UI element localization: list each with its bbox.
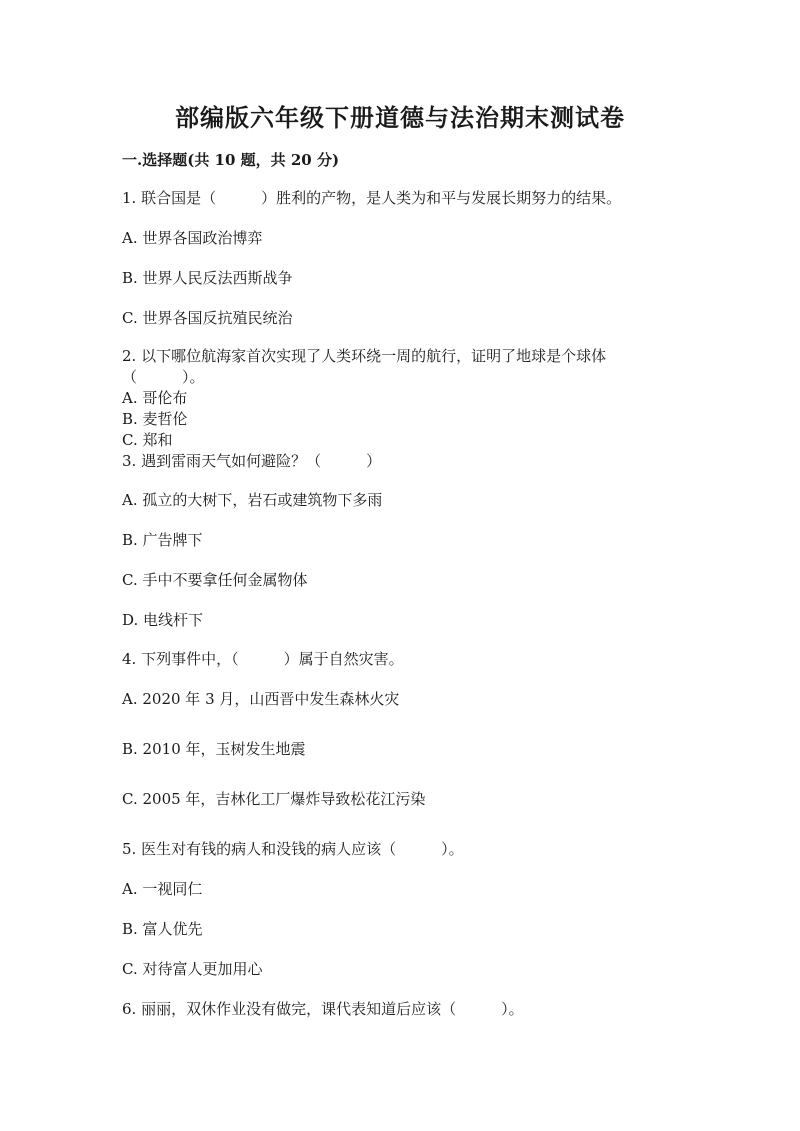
question-5-option-c: C. 对待富人更加用心	[122, 960, 263, 978]
question-5-stem: 5. 医生对有钱的病人和没钱的病人应该（ ）。	[122, 840, 464, 858]
question-3-option-b: B. 广告牌下	[122, 531, 203, 549]
question-4-option-b: B. 2010 年，玉树发生地震	[122, 740, 306, 758]
question-6-stem: 6. 丽丽，双休作业没有做完，课代表知道后应该（ ）。	[122, 1000, 524, 1018]
page-title: 部编版六年级下册道德与法治期末测试卷	[175, 103, 625, 132]
question-4-stem: 4. 下列事件中，（ ）属于自然灾害。	[122, 650, 404, 668]
question-1-option-a: A. 世界各国政治博弈	[122, 229, 263, 247]
question-3-option-a: A. 孤立的大树下，岩石或建筑物下多雨	[122, 491, 383, 509]
question-3-option-c: C. 手中不要拿任何金属物体	[122, 571, 308, 589]
question-2-stem-continued: （ ）。	[122, 368, 205, 386]
question-2-option-a: A. 哥伦布	[122, 389, 188, 407]
question-1-option-b: B. 世界人民反法西斯战争	[122, 269, 293, 287]
question-1-stem: 1. 联合国是（ ）胜利的产物，是人类为和平与发展长期努力的结果。	[122, 189, 622, 207]
section-heading: 一.选择题(共 10 题，共 20 分)	[122, 151, 340, 169]
question-2-option-c: C. 郑和	[122, 431, 173, 449]
question-5-option-a: A. 一视同仁	[122, 880, 203, 898]
question-1-option-c: C. 世界各国反抗殖民统治	[122, 309, 293, 327]
question-4-option-c: C. 2005 年，吉林化工厂爆炸导致松花江污染	[122, 790, 426, 808]
question-3-stem: 3. 遇到雷雨天气如何避险？（ ）	[122, 452, 382, 470]
question-2-option-b: B. 麦哲伦	[122, 410, 188, 428]
question-5-option-b: B. 富人优先	[122, 920, 203, 938]
question-2-stem: 2. 以下哪位航海家首次实现了人类环绕一周的航行，证明了地球是个球体	[122, 347, 607, 365]
question-3-option-d: D. 电线杆下	[122, 611, 204, 629]
question-4-option-a: A. 2020 年 3 月，山西晋中发生森林火灾	[122, 690, 400, 708]
